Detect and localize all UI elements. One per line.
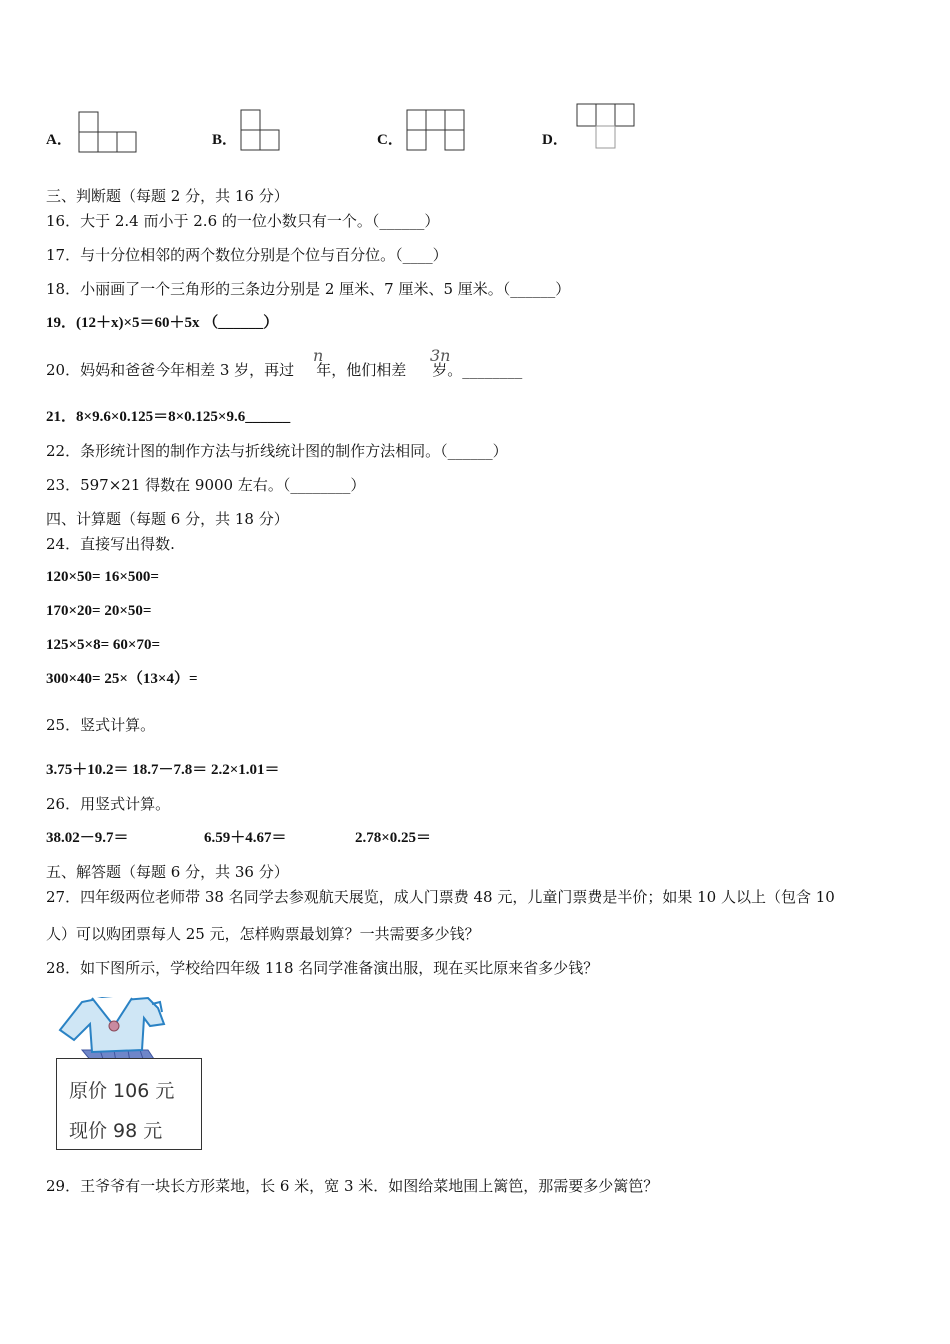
question-text: 直接写出得数. bbox=[80, 535, 175, 553]
question-26-item: 38.02－9.7＝ bbox=[46, 830, 129, 846]
price-box bbox=[56, 1058, 202, 1150]
question-number: 25． bbox=[46, 716, 81, 734]
question-text: 王爷爷有一块长方形菜地，长 6 米，宽 3 米．如图给菜地围上篱笆，那需要多少篱笆？ bbox=[80, 1177, 659, 1195]
question-text: 与十分位相邻的两个数位分别是个位与百分位。（____） bbox=[80, 246, 448, 264]
question-26 bbox=[46, 794, 170, 814]
question-number: 19． bbox=[46, 315, 77, 331]
option-b-label: B． bbox=[212, 132, 238, 148]
section-5-heading: 五、解答题（每题 6 分，共 36 分） bbox=[46, 863, 289, 881]
question-24 bbox=[46, 534, 175, 554]
question-text-part-b: 年，他们相差 bbox=[316, 361, 407, 379]
option-c-figure bbox=[406, 108, 468, 152]
question-22 bbox=[46, 441, 508, 461]
question-text: 条形统计图的制作方法与折线统计图的制作方法相同。（______） bbox=[80, 442, 508, 460]
question-25-row: 3.75＋10.2＝ 18.7－7.8＝ 2.2×1.01＝ bbox=[46, 762, 280, 778]
question-number: 26． bbox=[46, 795, 81, 813]
calc-row: 300×40= 25×（13×4）= bbox=[46, 671, 198, 687]
question-16 bbox=[46, 211, 439, 231]
question-number: 27． bbox=[46, 888, 81, 906]
question-number: 18． bbox=[46, 280, 81, 298]
question-20 bbox=[46, 360, 522, 380]
calc-row: 170×20= 20×50= bbox=[46, 603, 152, 619]
question-text: 8×9.6×0.125＝8×0.125×9.6______ bbox=[76, 409, 291, 425]
costume-illustration bbox=[52, 990, 172, 1062]
question-25 bbox=[46, 715, 155, 735]
original-price: 原价 106 元 bbox=[69, 1080, 175, 1102]
question-26-item: 6.59＋4.67＝ bbox=[204, 830, 287, 846]
question-text-line1: 四年级两位老师带 38 名同学去参观航天展览，成人门票费 48 元，儿童门票费是半价；如果 10 人以上（包含 10 bbox=[80, 888, 835, 906]
option-d-figure bbox=[576, 102, 638, 152]
variable-n: n bbox=[313, 346, 324, 365]
option-b-figure bbox=[240, 108, 282, 152]
question-text: 竖式计算。 bbox=[80, 716, 156, 734]
variable-3n: 3n bbox=[430, 346, 451, 365]
question-text-part-c: 岁。________ bbox=[432, 361, 523, 379]
question-number: 29． bbox=[46, 1177, 81, 1195]
question-number: 21． bbox=[46, 409, 77, 425]
question-text: 597×21 得数在 9000 左右。（________） bbox=[80, 476, 366, 494]
question-text: 用竖式计算。 bbox=[80, 795, 171, 813]
question-19 bbox=[46, 313, 278, 333]
calc-row: 120×50= 16×500= bbox=[46, 569, 159, 585]
option-c-label: C． bbox=[377, 132, 403, 148]
question-21 bbox=[46, 407, 290, 427]
question-text: (12＋x)×5＝60＋5x （______） bbox=[76, 315, 279, 331]
question-27 bbox=[46, 887, 835, 907]
question-26-item: 2.78×0.25＝ bbox=[355, 830, 432, 846]
question-number: 17． bbox=[46, 246, 81, 264]
section-3-heading: 三、判断题（每题 2 分，共 16 分） bbox=[46, 187, 289, 205]
section-4-heading: 四、计算题（每题 6 分，共 18 分） bbox=[46, 510, 289, 528]
question-28 bbox=[46, 958, 598, 978]
question-27-line2: 人）可以购团票每人 25 元，怎样购票最划算？一共需要多少钱？ bbox=[46, 925, 480, 943]
question-18 bbox=[46, 279, 570, 299]
question-number: 28． bbox=[46, 959, 81, 977]
question-number: 23． bbox=[46, 476, 81, 494]
question-text: 如下图所示，学校给四年级 118 名同学准备演出服，现在买比原来省多少钱？ bbox=[80, 959, 599, 977]
question-23 bbox=[46, 475, 365, 495]
question-text-part-a: 妈妈和爸爸今年相差 3 岁，再过 bbox=[80, 361, 295, 379]
question-number: 24． bbox=[46, 535, 81, 553]
question-number: 20． bbox=[46, 361, 81, 379]
option-d-label: D． bbox=[542, 132, 568, 148]
calc-row: 125×5×8= 60×70= bbox=[46, 637, 160, 653]
question-number: 22． bbox=[46, 442, 81, 460]
question-17 bbox=[46, 245, 448, 265]
question-text: 大于 2.4 而小于 2.6 的一位小数只有一个。（______） bbox=[80, 212, 440, 230]
option-a-figure bbox=[78, 110, 138, 154]
question-number: 16． bbox=[46, 212, 81, 230]
question-29 bbox=[46, 1176, 658, 1196]
current-price: 现价 98 元 bbox=[69, 1120, 163, 1142]
option-a-label: A． bbox=[46, 132, 72, 148]
question-text: 小丽画了一个三角形的三条边分别是 2 厘米、7 厘米、5 厘米。（______） bbox=[80, 280, 571, 298]
